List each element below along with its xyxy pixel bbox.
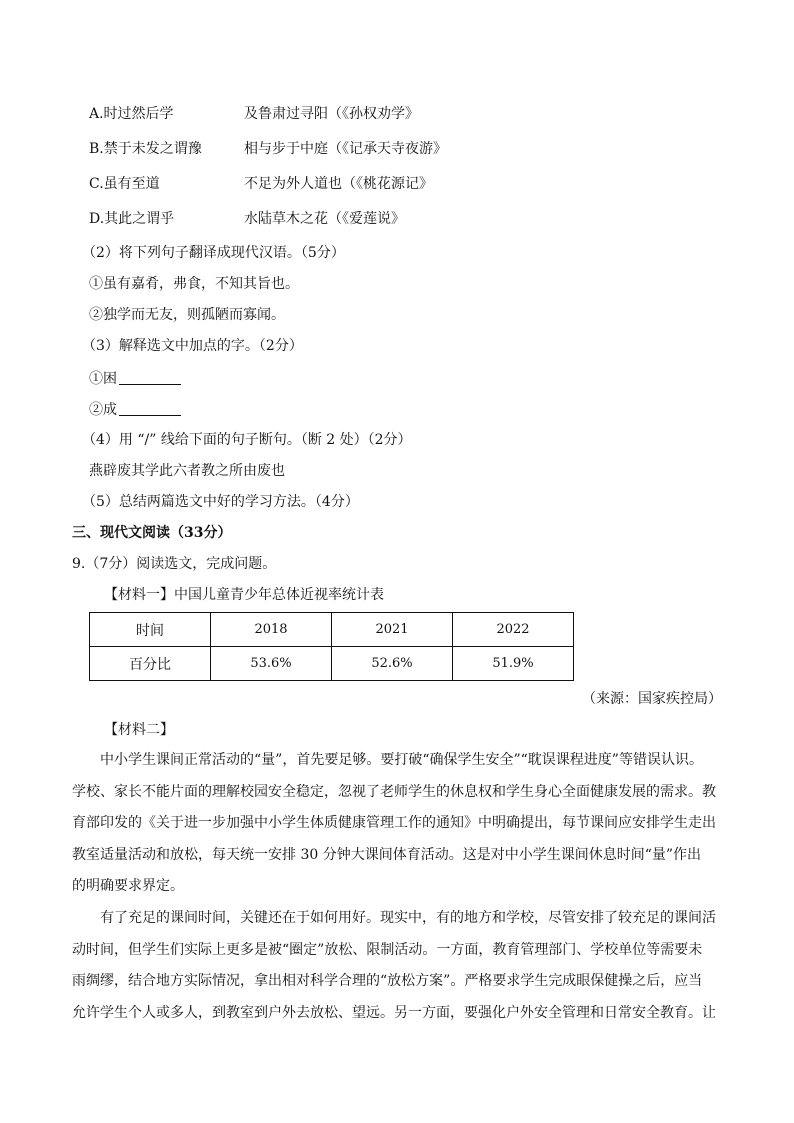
text-line: 雨绸缪，结合地方实际情况，拿出相对科学合理的“放松方案”。严格要求学生完成眼保健操之后，应当 bbox=[72, 973, 703, 990]
text-line: 的明确要求界定。 bbox=[72, 878, 184, 895]
table-header-row bbox=[90, 613, 574, 647]
text-line: 学校、家长不能片面的理解校园安全稳定，忽视了老师学生的休息权和学生身心全面健康发展的需求。教 bbox=[72, 783, 716, 800]
option-c-left: C.虽有至道 bbox=[89, 176, 160, 192]
option-a-right: 及鲁肃过寻阳（《孙权劝学》 bbox=[244, 106, 419, 122]
table-cell: 百分比 bbox=[90, 647, 211, 681]
table-cell: 52.6% bbox=[332, 647, 453, 681]
q3-item-a bbox=[89, 369, 181, 389]
q3-prompt: （3）解释选文中加点的字。（2分） bbox=[82, 338, 303, 354]
answer-blank-a[interactable] bbox=[119, 370, 181, 385]
q9-prompt: 9.（7分）阅读选文，完成问题。 bbox=[72, 556, 277, 572]
q4-prompt: （4）用 “/” 线给下面的句子断句。（断 2 处）（2分） bbox=[82, 432, 412, 448]
q3-item-b-label: ②成 bbox=[89, 402, 117, 418]
option-c-right: 不足为外人道也（《桃花源记》 bbox=[244, 176, 433, 192]
option-d-left: D.其此之谓乎 bbox=[89, 211, 175, 227]
text-line: 有了充足的课间时间，关键还在于如何用好。现实中，有的地方和学校，尽管安排了较充足的课间活 bbox=[100, 910, 716, 926]
option-b-right: 相与步于中庭（《记承天寺夜游》 bbox=[244, 141, 447, 157]
material2-paragraph-1 bbox=[72, 745, 732, 903]
q2-prompt: （2）将下列句子翻译成现代汉语。（5分） bbox=[82, 245, 345, 261]
q2-sentence-2: ②独学而无友，则孤陋而寡闻。 bbox=[89, 307, 285, 323]
q3-item-b bbox=[89, 400, 181, 420]
q3-item-a-label: ①困 bbox=[89, 371, 117, 387]
q2-sentence-1: ①虽有嘉肴，弗食，不知其旨也。 bbox=[89, 276, 299, 292]
option-a-left: A.时过然后学 bbox=[89, 106, 174, 122]
table-cell: 51.9% bbox=[453, 647, 574, 681]
table-row bbox=[90, 647, 574, 681]
answer-blank-b[interactable] bbox=[119, 401, 181, 416]
table-cell: 2018 bbox=[211, 613, 332, 647]
q4-sentence: 燕辟废其学此六者教之所由废也 bbox=[89, 463, 285, 479]
text-line: 育部印发的《关于进一步加强中小学生体质健康管理工作的通知》中明确提出，每节课间应安排学生走出 bbox=[72, 815, 716, 832]
text-line: 允许学生个人或多人，到教室到户外去放松、望远。另一方面，要强化户外安全管理和日常安全教育。让 bbox=[72, 1004, 716, 1021]
material1-source: （来源：国家疾控局） bbox=[582, 691, 722, 707]
option-d-right: 水陆草木之花（《爱莲说》 bbox=[244, 211, 405, 227]
text-line: 中小学生课间正常活动的“量”，首先要足够。要打破“确保学生安全”“耽误课程进度”等错误认识。 bbox=[100, 752, 703, 768]
q5-prompt: （5）总结两篇选文中好的学习方法。（4分） bbox=[82, 494, 359, 510]
myopia-rate-table bbox=[89, 612, 574, 681]
material2-title: 【材料二】 bbox=[104, 722, 174, 738]
table-cell: 2022 bbox=[453, 613, 574, 647]
option-b-left: B.禁于未发之谓豫 bbox=[89, 141, 202, 157]
section-3-heading: 三、现代文阅读（33分） bbox=[72, 525, 232, 541]
table-cell: 53.6% bbox=[211, 647, 332, 681]
material2-paragraph-2 bbox=[72, 903, 732, 1029]
table-cell: 时间 bbox=[90, 613, 211, 647]
text-line: 教室适量活动和放松，每天统一安排 30 分钟大课间体育活动。这是对中小学生课间休息时间“量”作出 bbox=[72, 846, 702, 863]
table-cell: 2021 bbox=[332, 613, 453, 647]
material1-title: 【材料一】中国儿童青少年总体近视率统计表 bbox=[104, 587, 384, 603]
text-line: 动时间，但学生们实际上更多是被“圈定”放松、限制活动。一方面，教育管理部门、学校单位等需要未 bbox=[72, 941, 703, 958]
